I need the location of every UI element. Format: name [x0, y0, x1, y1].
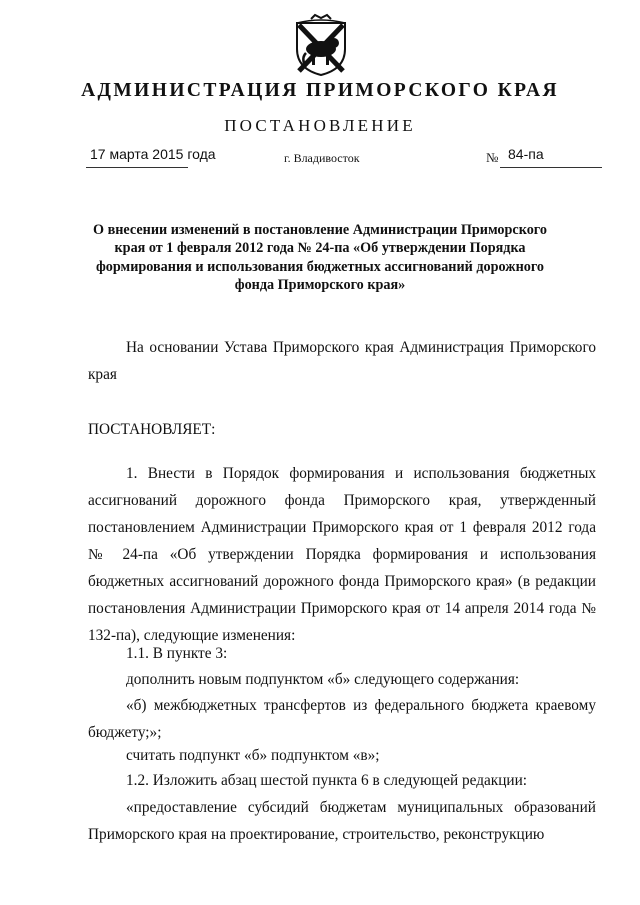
number-underline	[500, 167, 602, 168]
body-paragraph: «предоставление субсидий бюджетам муниципальных образований Приморского края на проектирование, строительство, реконструкцию	[88, 799, 596, 843]
body-paragraph: 1. Внести в Порядок формирования и использования бюджетных ассигнований дорожного фонда Приморского края, утвержденный постановлением Администрации Приморского края от 1 февраля 2012 года № 24-па «Об утверждении Порядка формирования и использования бюджетных ассигнований дорожного фонда Приморского края» (в редакции постановления Администрации Приморского края от 14 апреля 2014 года № 132-па), следующие изменения:	[88, 465, 596, 644]
organization-title: АДМИНИСТРАЦИЯ ПРИМОРСКОГО КРАЯ	[81, 80, 559, 101]
document-date: 17 марта 2015 года	[90, 146, 216, 162]
body-paragraph: считать подпункт «б» подпунктом «в»;	[126, 747, 380, 764]
document-city: г. Владивосток	[284, 151, 360, 165]
document-number: 84-па	[508, 146, 544, 162]
document-type: ПОСТАНОВЛЕНИЕ	[224, 116, 416, 135]
document-title: О внесении изменений в постановление Администрации Приморского края от 1 февраля 2012 года № 24-па «Об утверждении Порядка формирования и использования бюджетных ассигнований дорожного фонда Приморского края»	[93, 222, 547, 294]
resolves-heading: ПОСТАНОВЛЯЕТ:	[88, 421, 216, 438]
body-paragraph: 1.1. В пункте 3:	[126, 645, 228, 662]
number-label: №	[486, 150, 499, 165]
body-paragraph: 1.2. Изложить абзац шестой пункта 6 в следующей редакции:	[126, 772, 528, 789]
body-paragraph: «б) межбюджетных трансфертов из федерального бюджета краевому бюджету;»;	[88, 697, 596, 741]
body-paragraph: дополнить новым подпунктом «б» следующего содержания:	[126, 671, 520, 688]
preamble-paragraph: На основании Устава Приморского края Администрация Приморского края	[88, 339, 596, 383]
coat-of-arms-emblem	[294, 13, 348, 77]
date-underline	[86, 167, 188, 168]
